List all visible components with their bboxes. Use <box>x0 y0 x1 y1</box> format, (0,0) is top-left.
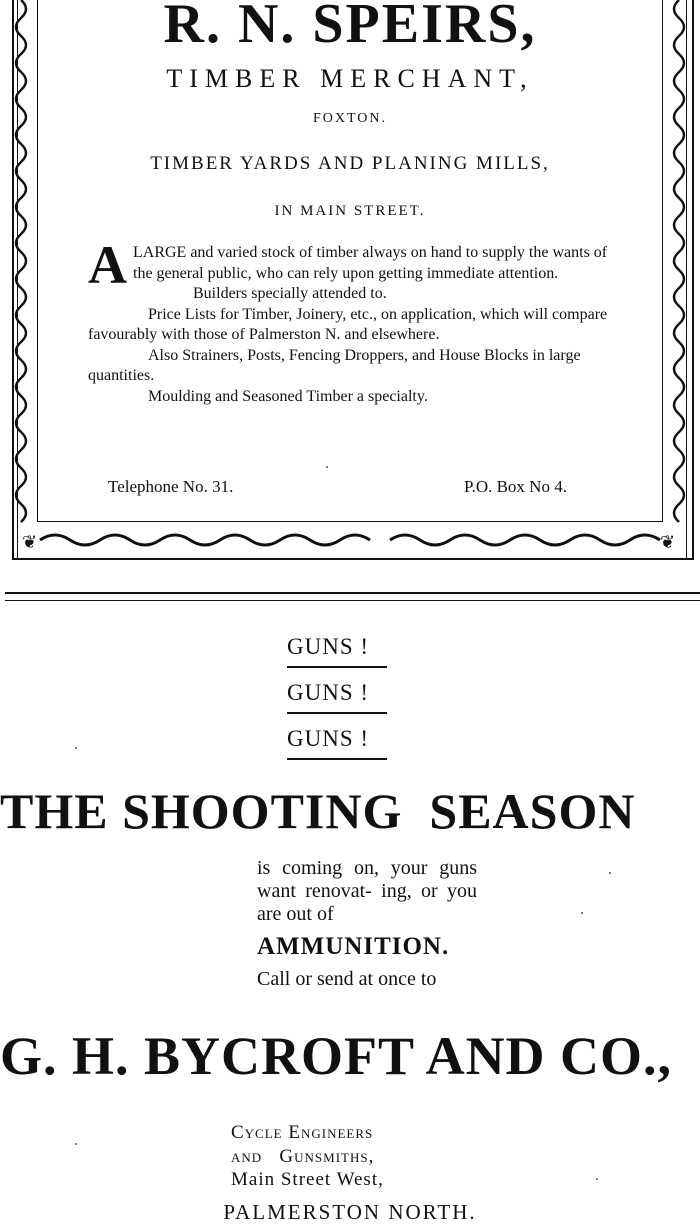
trade-line: and Gunsmiths, <box>231 1146 375 1167</box>
stock-paragraph: LARGE and varied stock of timber always on hand to supply the wants of the general public, who can rely upon getting immediate attention. <box>133 244 608 282</box>
price-list-paragraph: Price Lists for Timber, Joinery, etc., on application, which will compare favourably with those of Palmerston N. and elsewhere. <box>88 305 608 343</box>
town-name: FOXTON. <box>312 111 388 126</box>
border-line <box>12 558 694 560</box>
guns-underline <box>287 758 387 760</box>
trade-line: Cycle Engineers <box>231 1122 374 1143</box>
merchant-name: R. N. SPEIRS, <box>163 0 537 55</box>
guns-heading: GUNS ! <box>287 634 370 659</box>
advertisement-body <box>88 235 626 407</box>
drop-capital: A <box>88 235 127 295</box>
city-name: PALMERSTON NORTH. <box>223 1200 477 1224</box>
guns-underline <box>287 712 387 714</box>
renovation-text: is coming on, your guns want renovat- ing, or you are out of <box>257 857 477 925</box>
guns-heading: GUNS ! <box>287 680 370 705</box>
guns-underline <box>287 666 387 668</box>
firm-name: G. H. BYCROFT AND CO., <box>0 1026 673 1086</box>
shooting-season-headline: THE SHOOTING SEASON <box>0 783 636 839</box>
telephone-number: Telephone No. 31. <box>108 477 234 496</box>
call-line: Call or send at once to <box>257 968 437 990</box>
svg-text:❦: ❦ <box>22 532 38 552</box>
section-divider <box>5 592 700 594</box>
border-line <box>37 521 663 522</box>
builders-paragraph: Builders specially attended to. <box>193 285 387 302</box>
moulding-paragraph: Moulding and Seasoned Timber a specialty. <box>148 387 428 405</box>
ammunition-heading: AMMUNITION. <box>257 933 450 960</box>
print-speck <box>75 1143 77 1145</box>
print-speck <box>75 747 77 749</box>
print-speck <box>326 466 328 468</box>
po-box: P.O. Box No 4. <box>464 477 567 496</box>
print-speck <box>596 1178 598 1180</box>
print-speck <box>581 912 583 914</box>
strainers-paragraph: Also Strainers, Posts, Fencing Droppers, and House Blocks in large quantities. <box>88 346 581 384</box>
bottom-ornamental-border <box>20 526 680 556</box>
print-speck <box>609 872 611 874</box>
trade-title: TIMBER MERCHANT, <box>166 64 534 93</box>
svg-text:❦: ❦ <box>660 532 676 552</box>
yards-heading: TIMBER YARDS AND PLANING MILLS, <box>150 153 550 174</box>
guns-heading: GUNS ! <box>287 726 370 751</box>
street-line: Main Street West, <box>231 1169 384 1190</box>
section-divider <box>5 600 700 601</box>
location-line: IN MAIN STREET. <box>274 203 426 219</box>
